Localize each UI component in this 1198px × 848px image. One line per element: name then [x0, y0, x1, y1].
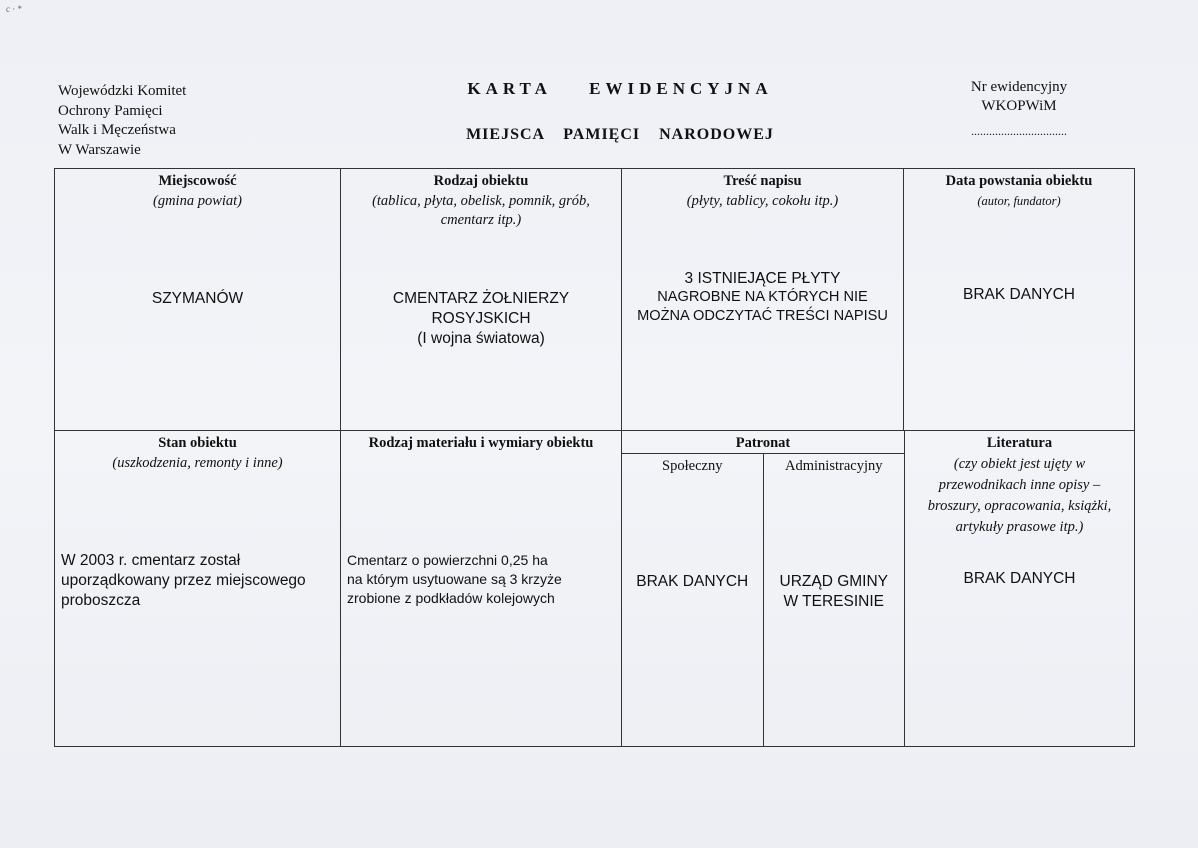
value-stan-obiektu: [55, 551, 340, 611]
registry-number-block: [936, 78, 1102, 141]
hint-literatura-line-2: przewodnikach inne opisy –: [938, 477, 1101, 493]
cell-tresc-napisu: [622, 169, 904, 431]
registry-code: WKOPWiM: [981, 98, 1057, 114]
cell-miejscowosc: [55, 169, 341, 431]
cell-rodzaj-obiektu: [341, 169, 622, 431]
hint-literatura-line-4: artykuły prasowe itp.): [955, 519, 1084, 535]
value-material-line-2: na którym usytuowane są 3 krzyże: [347, 571, 562, 587]
value-administracyjny-line-2: W TERESINIE: [783, 593, 884, 610]
value-tresc-napisu: [622, 269, 903, 326]
value-miejscowosc: SZYMANÓW: [151, 290, 244, 307]
hint-literatura-line-1: (czy obiekt jest ujęty w: [953, 456, 1086, 472]
value-material-line-1: Cmentarz o powierzchni 0,25 ha: [347, 552, 548, 568]
org-line-1: Wojewódzki Komitet: [58, 83, 187, 99]
value-tresc-line-1: 3 ISTNIEJĄCE PŁYTY: [684, 270, 841, 287]
hint-miejscowosc: (gmina powiat): [152, 193, 242, 209]
patronat-administracyjny: [764, 454, 905, 746]
registry-label: Nr ewidencyjny: [970, 79, 1068, 95]
hint-data-powstania: (autor, fundator): [977, 194, 1061, 208]
document-title: [400, 79, 840, 99]
hint-literatura: [905, 452, 1134, 538]
title-word-1: KARTA: [467, 79, 552, 98]
header-rodzaj-obiektu: Rodzaj obiektu: [433, 173, 529, 189]
org-line-4: W Warszawie: [58, 141, 141, 158]
table-row: [55, 431, 1135, 747]
registry-number-blank: ................................: [971, 124, 1067, 138]
value-tresc-line-3: MOŻNA ODCZYTAĆ TREŚCI NAPISU: [637, 308, 888, 324]
header-material: Rodzaj materiału i wymiary obiektu: [368, 435, 594, 451]
value-data-powstania: BRAK DANYCH: [963, 286, 1075, 303]
value-administracyjny-line-1: URZĄD GMINY: [779, 573, 888, 590]
value-stan-line-1: W 2003 r. cmentarz został: [61, 552, 241, 569]
record-table: [54, 168, 1135, 747]
value-rodzaj-line-3: (I wojna światowa): [417, 330, 545, 347]
organization-block: [58, 82, 186, 160]
title-word-2: EWIDENCYJNA: [589, 79, 773, 98]
hint-stan-obiektu: (uszkodzenia, remonty i inne): [112, 455, 283, 471]
label-spoleczny: Społeczny: [662, 458, 723, 474]
cell-data-powstania: [904, 169, 1135, 431]
value-rodzaj-obiektu: [341, 289, 621, 349]
org-line-2: Ochrony Pamięci: [58, 102, 163, 119]
corner-mark: c · *: [6, 4, 22, 14]
value-material: [341, 551, 621, 608]
label-administracyjny: Administracyjny: [785, 458, 883, 474]
header-data-powstania: Data powstania obiektu: [945, 173, 1093, 189]
value-rodzaj-line-2: ROSYJSKICH: [431, 310, 531, 327]
value-literatura: BRAK DANYCH: [963, 570, 1076, 587]
document-subtitle: MIEJSCA PAMIĘCI NARODOWEJ: [466, 126, 774, 143]
cell-patronat-literatura: [622, 431, 1135, 747]
hint-literatura-line-3: broszury, opracowania, książki,: [927, 498, 1112, 514]
literatura-section: [905, 431, 1134, 746]
table-row: [55, 169, 1135, 431]
header-tresc-napisu: Treść napisu: [723, 173, 802, 189]
cell-material: [341, 431, 622, 747]
value-material-line-3: zrobione z podkładów kolejowych: [347, 590, 555, 606]
value-tresc-line-2: NAGROBNE NA KTÓRYCH NIE: [657, 289, 868, 305]
patronat-section: [622, 431, 905, 746]
cell-stan-obiektu: [55, 431, 341, 747]
value-stan-line-2: uporządkowany przez miejscowego: [61, 572, 306, 589]
org-line-3: Walk i Męczeństwa: [58, 122, 176, 138]
value-stan-line-3: proboszcza: [61, 592, 141, 609]
header-patronat: Patronat: [622, 431, 904, 454]
value-administracyjny: [764, 572, 905, 612]
value-spoleczny: BRAK DANYCH: [636, 573, 749, 590]
header-literatura: Literatura: [986, 435, 1053, 451]
header-miejscowosc: Miejscowość: [158, 173, 237, 189]
hint-tresc-napisu: (płyty, tablicy, cokołu itp.): [686, 193, 839, 209]
hint-rodzaj-obiektu: (tablica, płyta, obelisk, pomnik, grób, cmentarz itp.): [372, 193, 590, 228]
patronat-spoleczny: [622, 454, 764, 746]
value-rodzaj-line-1: CMENTARZ ŻOŁNIERZY: [392, 290, 570, 307]
header-stan-obiektu: Stan obiektu: [158, 435, 237, 451]
